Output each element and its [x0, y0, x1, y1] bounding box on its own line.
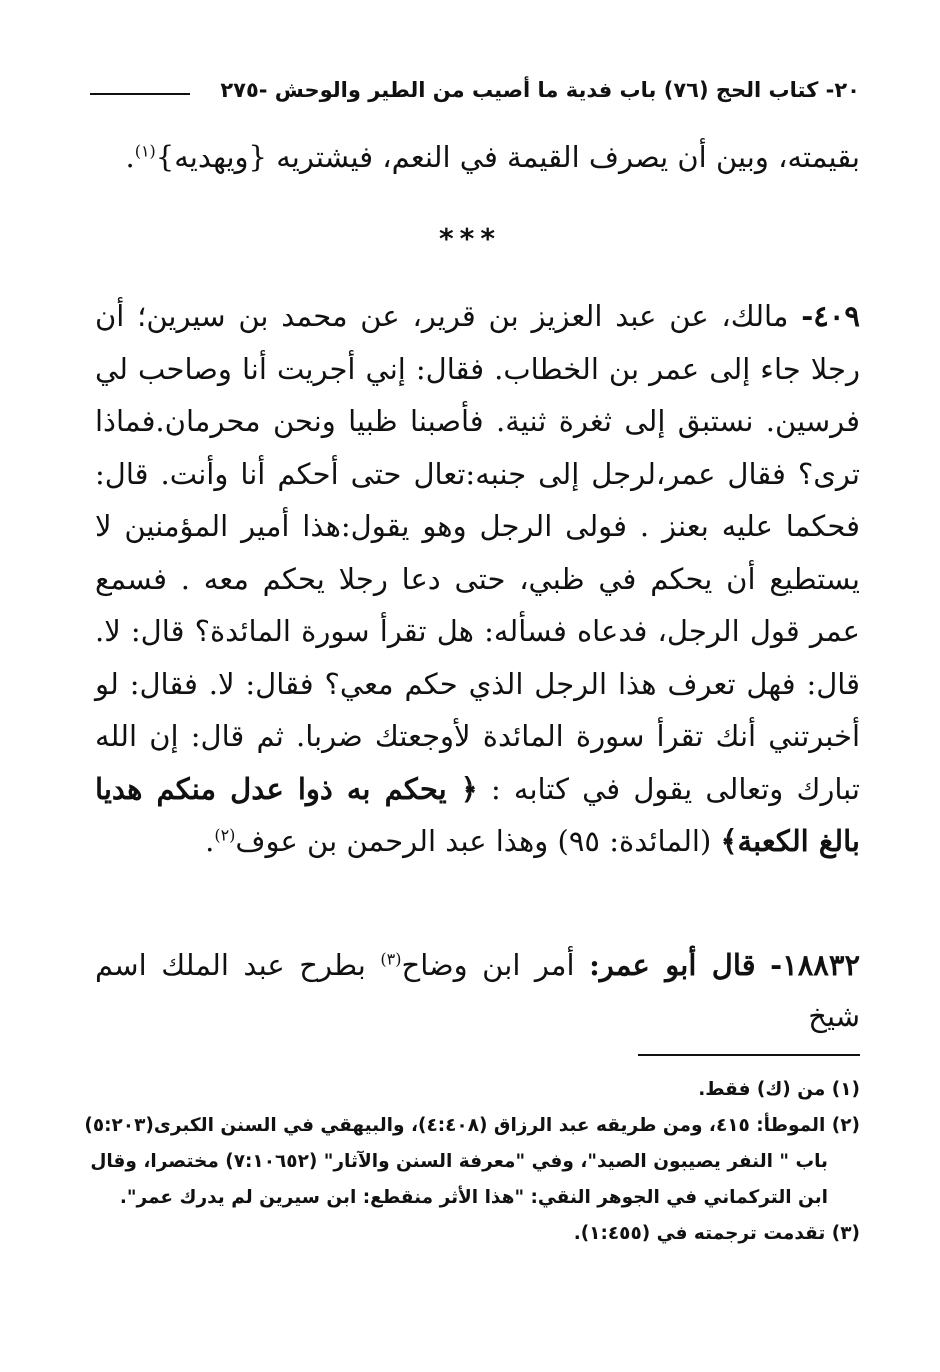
intro-end: . [125, 140, 135, 174]
footnote-ref-2: (٢) [214, 825, 236, 845]
footnote-2-line-1: الموطأ: ٤١٥، ومن طريقه عبد الرزاق (٤:٤٠٨)، والبيهقي في السنن الكبرى(٥:٢٠٣) [84, 1115, 826, 1136]
footnote-3 [78, 1216, 860, 1252]
quran-reference: (المائدة: ٩٥) [557, 824, 712, 858]
intro-paragraph [95, 132, 860, 183]
footnote-2 [78, 1108, 860, 1144]
footnote-3-line-1: تقدمت ترجمته في (١:٤٥٥). [573, 1223, 826, 1244]
commentary-text-a: أمر ابن وضاح [401, 948, 575, 982]
running-header [90, 70, 860, 110]
footnote-2-line-2: باب " النفر يصيبون الصيد"، وفي "معرفة السنن والآثار" (٧:١٠٦٥٢) مختصرا، وقال [90, 1151, 828, 1172]
hadith-text-part2: وهذا عبد الرحمن بن عوف [235, 824, 549, 858]
commentary-label: قال أبو عمر: [589, 948, 756, 982]
footnote-2-number: (٢) [831, 1115, 860, 1136]
commentary-paragraph [95, 940, 860, 1042]
footnote-ref-1: (١) [134, 141, 156, 161]
footnotes [78, 1072, 860, 1252]
footnote-1 [78, 1072, 860, 1108]
footnote-1-number: (١) [831, 1079, 860, 1100]
quran-quote: ﴿ يحكم به ذوا عدل منكم هديا بالغ الكعبة﴾ [95, 771, 860, 858]
hadith-paragraph [95, 290, 860, 868]
commentary-number: ١٨٨٣٢- [770, 948, 861, 982]
footnote-3-number: (٣) [831, 1223, 860, 1244]
footnote-1-line-1: من (ك) فقط. [698, 1079, 826, 1100]
footnote-rule [638, 1054, 860, 1056]
hadith-number: ٤٠٩- [801, 299, 860, 333]
commentary-text-b: بطرح عبد الملك اسم شيخ [95, 948, 860, 1033]
header-rule [90, 93, 190, 95]
footnote-2-line-3: ابن التركماني في الجوهر النقي: "هذا الأثر منقطع: ابن سيرين لم يدرك عمر". [119, 1187, 828, 1208]
footnote-2-continuation-1 [78, 1144, 860, 1180]
intro-text: بقيمته، وبين أن يصرف القيمة في النعم، فيشتريه {ويهديه} [155, 140, 860, 174]
section-separator: *** [439, 222, 501, 255]
running-title: ٢٠- كتاب الحج (٧٦) باب فدية ما أصيب من الطير والوحش -٢٧٥ [220, 78, 860, 102]
footnote-2-continuation-2 [78, 1180, 860, 1216]
hadith-text-part1: مالك، عن عبد العزيز بن قرير، عن محمد بن سيرين؛ أن رجلا جاء إلى عمر بن الخطاب. فقال: إني أجريت أنا وصاحب لي فرسين. نستبق إلى ثغرة ثنية. فأصبنا ظبيا ونحن محرمان.فماذا ترى؟ فقال عمر،لرجل إلى جنبه:تعال حتى أحكم أنا وأنت. قال: فحكما عليه بعنز . فولى الرجل وهو يقول:هذا أمير المؤمنين لا يستطيع أن يحكم في ظبي، حتى دعا رجلا يحكم معه . فسمع عمر قول الرجل، فدعاه فسأله: هل تقرأ سورة المائدة؟ قال: لا. قال: فهل تعرف هذا الرجل الذي حكم معي؟ فقال: لا. فقال: لو أخبرتني أنك تقرأ سورة المائدة لأوجعتك ضربا. ثم قال: إن الله تبارك وتعالى يقول في كتابه : [95, 299, 861, 806]
footnote-ref-3: (٣) [380, 949, 402, 969]
hadith-end: . [205, 824, 215, 858]
